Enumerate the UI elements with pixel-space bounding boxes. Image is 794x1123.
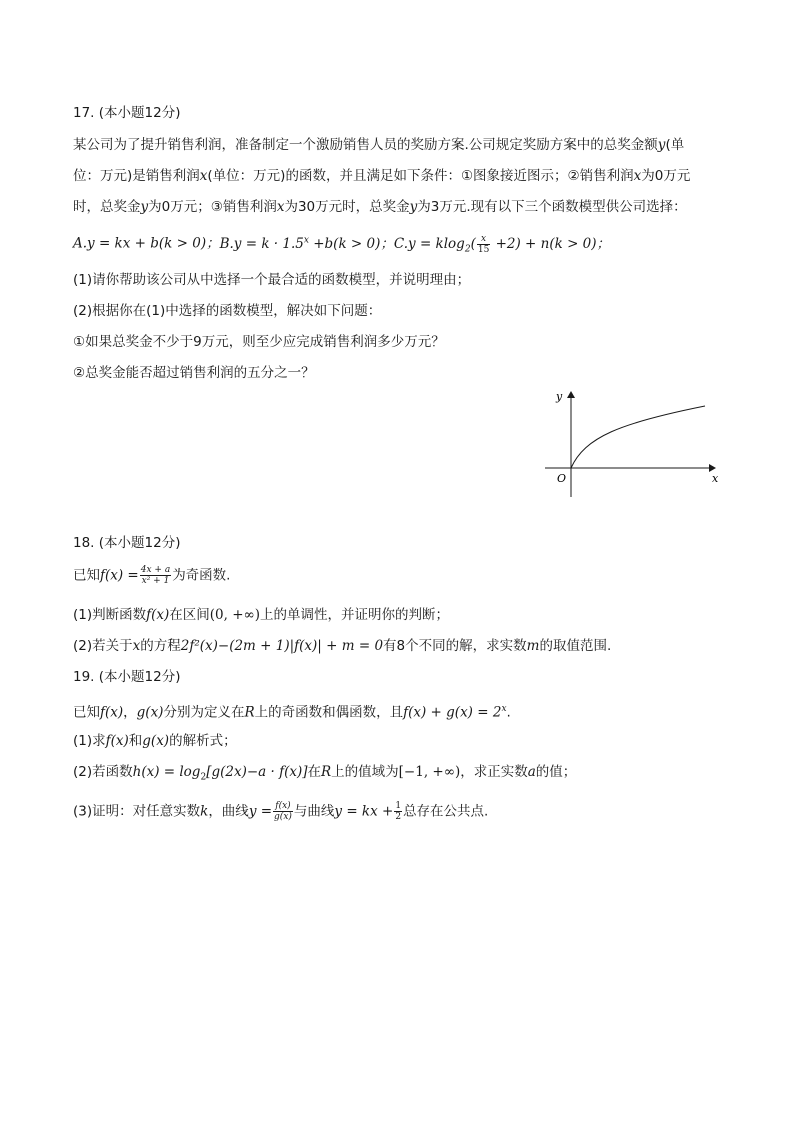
q19-math: g(x) <box>136 704 164 721</box>
model-b-rest: +b(k > 0)； <box>308 235 394 252</box>
model-c-base: C.y = klog <box>393 235 465 252</box>
q18-text: 在区间 <box>169 607 210 623</box>
q18-math: (0, +∞) <box>209 607 261 623</box>
q19-math: y = <box>248 803 273 820</box>
q19-header: 19. (本小题12分) <box>73 669 181 685</box>
q19-math: [−1, +∞) <box>398 764 461 780</box>
q19-text: 在 <box>307 764 321 780</box>
q18-math: x <box>132 638 141 654</box>
q17-text: 时，总奖金 <box>73 199 141 215</box>
q19-math: R <box>320 764 332 780</box>
model-c-rest: +2) + n(k > 0)； <box>491 235 611 252</box>
q17-var: x <box>633 168 642 184</box>
q19-text: 总存在公共点. <box>403 803 489 820</box>
q19-text: 与曲线 <box>293 803 335 820</box>
q19-text: ，求正实数 <box>460 764 528 780</box>
model-c-numerator: x <box>477 234 490 245</box>
q19-math: h(x) = log <box>132 764 201 780</box>
q17-text: 为3万元.现有以下三个函数模型供公司选择： <box>417 199 687 215</box>
q19-math: f(x) <box>105 733 129 749</box>
q18-statement <box>73 565 230 586</box>
q17-sub1: (1)请你帮助该公司从中选择一个最合适的函数模型，并说明理由； <box>73 272 471 288</box>
x-axis-label: x <box>712 472 719 485</box>
q19-half-denominator: 2 <box>395 812 402 822</box>
q19-half-numerator: 1 <box>395 801 402 811</box>
q18-text: 的取值范围. <box>539 638 612 654</box>
function-graph <box>540 385 730 505</box>
q19-text: (1)求 <box>73 733 106 749</box>
q17-header: 17. (本小题12分) <box>73 105 181 121</box>
q19-math: [g(2x)−a · f(x)] <box>206 764 308 780</box>
q19-math: f(x) + g(x) = 2 <box>403 704 502 721</box>
q18-equation: 2f²(x)−(2m + 1)|f(x)| + m = 0 <box>180 638 384 654</box>
model-b-exp: x <box>303 235 309 245</box>
model-c-log-base: 2 <box>464 244 471 255</box>
q18-fraction <box>140 565 171 586</box>
origin-label: O <box>557 472 567 485</box>
model-c-fraction <box>477 234 490 255</box>
q17-sub2: (2)根据你在(1)中选择的函数模型，解决如下问题： <box>73 303 382 319</box>
model-c-denominator: 15 <box>477 244 490 255</box>
q17-text: 为0万元；③销售利润 <box>148 199 277 215</box>
q19-denominator: g(x) <box>274 812 292 822</box>
model-c <box>393 233 611 255</box>
q19-text: 已知 <box>73 704 100 721</box>
q19-sub2 <box>73 763 576 787</box>
q18-text: 为奇函数. <box>172 567 231 584</box>
q17-text: 为0万元 <box>641 168 691 184</box>
q19-math: a <box>527 764 536 780</box>
q18-text: 上的单调性，并证明你的判断； <box>260 607 450 623</box>
q19-sub1 <box>73 732 237 750</box>
q18-math: m <box>526 638 540 654</box>
q19-half-fraction <box>394 801 402 822</box>
q17-sub2b: ②总奖金能否超过销售利润的五分之一？ <box>73 365 315 381</box>
q19-text: 的值； <box>535 764 577 780</box>
q17-var: y <box>657 137 666 153</box>
model-c-paren: ( <box>470 235 476 252</box>
q19-text: . <box>506 704 511 721</box>
q17-sub2a: ①如果总奖金不少于9万元，则至少应完成销售利润多少万元？ <box>73 334 445 350</box>
q18-text: 有8个不同的解，求实数 <box>383 638 527 654</box>
q18-text: (1)判断函数 <box>73 607 147 623</box>
q19-text: ， <box>123 704 137 721</box>
q18-text: 已知 <box>73 567 100 584</box>
q17-text: 某公司为了提升销售利润，准备制定一个激励销售人员的奖励方案.公司规定奖励方案中的总奖金额 <box>73 137 658 153</box>
q17-var: y <box>409 199 418 215</box>
q18-denominator: x² + 1 <box>141 576 170 586</box>
q17-paragraph-line2 <box>73 167 690 185</box>
q19-text: 上的值域为 <box>331 764 399 780</box>
q17-models <box>73 231 610 258</box>
q18-sub2 <box>73 637 611 655</box>
q19-log-base: 2 <box>200 772 207 783</box>
q19-text: 和 <box>128 733 143 749</box>
q19-text: (2)若函数 <box>73 764 133 780</box>
q17-text: 为30万元时，总奖金 <box>284 199 410 215</box>
model-a: A.y = kx + b(k > 0)； <box>73 235 220 252</box>
q19-math: k <box>200 803 209 820</box>
q17-paragraph-line3 <box>73 198 687 216</box>
q19-text: 分别为定义在 <box>163 704 245 721</box>
q19-math: g(x) <box>142 733 170 749</box>
q18-numerator: 4x + a <box>140 565 171 575</box>
q17-text: (单位：万元)的函数，并且满足如下条件：①图象接近图示；②销售利润 <box>207 168 634 184</box>
q18-sub1 <box>73 606 449 624</box>
q17-text: 位：万元)是销售利润 <box>73 168 200 184</box>
q19-fraction <box>273 801 293 822</box>
model-b <box>220 236 394 252</box>
q18-header: 18. (本小题12分) <box>73 535 181 551</box>
q18-text: 的方程 <box>140 638 181 654</box>
q18-math: f(x) <box>146 607 170 623</box>
q19-text: 的解析式； <box>169 733 237 749</box>
q18-function: f(x) = <box>100 567 139 584</box>
y-axis-label: y <box>556 390 563 403</box>
q18-text: (2)若关于 <box>73 638 133 654</box>
q19-text: ，曲线 <box>208 803 249 820</box>
q17-text: (单 <box>665 137 685 153</box>
q19-sub3 <box>73 801 488 822</box>
q19-math: f(x) <box>100 704 124 721</box>
q17-var: y <box>140 199 149 215</box>
q19-text: (3)证明：对任意实数 <box>73 803 201 820</box>
q19-numerator: f(x) <box>273 801 293 812</box>
q19-statement <box>73 700 511 722</box>
q17-var: x <box>276 199 285 215</box>
model-b-base: B.y = k · 1.5 <box>219 235 304 252</box>
q19-math: R <box>244 704 255 721</box>
curve <box>571 406 705 468</box>
q17-paragraph-line1 <box>73 136 684 154</box>
q19-exp: x <box>501 704 507 714</box>
q19-math: y = kx + <box>334 803 394 820</box>
q17-var: x <box>199 168 208 184</box>
q19-text: 上的奇函数和偶函数，且 <box>254 704 404 721</box>
